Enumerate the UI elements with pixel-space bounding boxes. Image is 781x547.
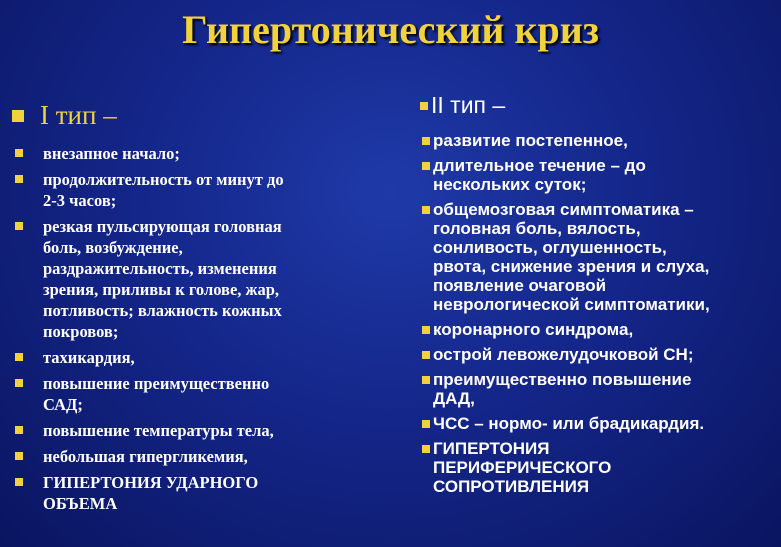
type-two-column (420, 92, 778, 502)
square-bullet-icon (15, 353, 23, 361)
square-bullet-icon (15, 478, 23, 486)
square-bullet-icon (422, 137, 430, 145)
list-item: развитие постепенное, (420, 131, 778, 150)
type-one-heading (12, 100, 372, 131)
square-bullet-icon (15, 175, 23, 183)
list-item: преимущественно повышение ДАД, (420, 370, 778, 408)
list-item: повышение температуры тела, (12, 420, 372, 441)
list-item: резкая пульсирующая головная боль, возбуждение, раздражительность, изменения зрения, приливы к голове, жар, потливость; влажность кожных покровов; (12, 216, 372, 342)
list-item: ГИПЕРТОНИЯ ПЕРИФЕРИЧЕСКОГО СОПРОТИВЛЕНИЯ (420, 439, 778, 496)
list-item: продолжительность от минут до 2-3 часов; (12, 169, 372, 211)
square-bullet-icon (422, 445, 430, 453)
list-item: внезапное начало; (12, 143, 372, 164)
list-item: общемозговая симптоматика – головная боль, вялость, сонливость, оглушенность, рвота, снижение зрения и слуха, появление очаговой неврологической симптоматики, (420, 200, 778, 314)
list-item: небольшая гипергликемия, (12, 446, 372, 467)
type-two-list (420, 131, 778, 496)
square-bullet-icon (422, 420, 430, 428)
square-bullet-icon (422, 326, 430, 334)
type-one-list (12, 143, 372, 514)
list-item: коронарного синдрома, (420, 320, 778, 339)
type-two-heading (420, 92, 778, 119)
list-item: длительное течение – до нескольких суток; (420, 156, 778, 194)
type-two-heading-text: II тип – (431, 92, 506, 118)
list-item: ГИПЕРТОНИЯ УДАРНОГО ОБЪЕМА (12, 472, 372, 514)
square-bullet-icon (15, 222, 23, 230)
square-bullet-icon (15, 379, 23, 387)
square-bullet-icon (15, 452, 23, 460)
square-bullet-icon (422, 206, 430, 214)
list-item: тахикардия, (12, 347, 372, 368)
square-bullet-icon (422, 376, 430, 384)
square-bullet-icon (15, 426, 23, 434)
square-bullet-icon (15, 149, 23, 157)
list-item: повышение преимущественно САД; (12, 373, 372, 415)
square-bullet-icon (420, 102, 428, 110)
square-bullet-icon (422, 351, 430, 359)
type-one-heading-text: I тип – (40, 100, 117, 130)
square-bullet-icon (12, 110, 24, 122)
list-item: острой левожелудочковой СН; (420, 345, 778, 364)
type-one-column (12, 100, 372, 519)
slide-title: Гипертонический криз (182, 7, 599, 52)
square-bullet-icon (422, 162, 430, 170)
list-item: ЧСС – нормо- или брадикардия. (420, 414, 778, 433)
